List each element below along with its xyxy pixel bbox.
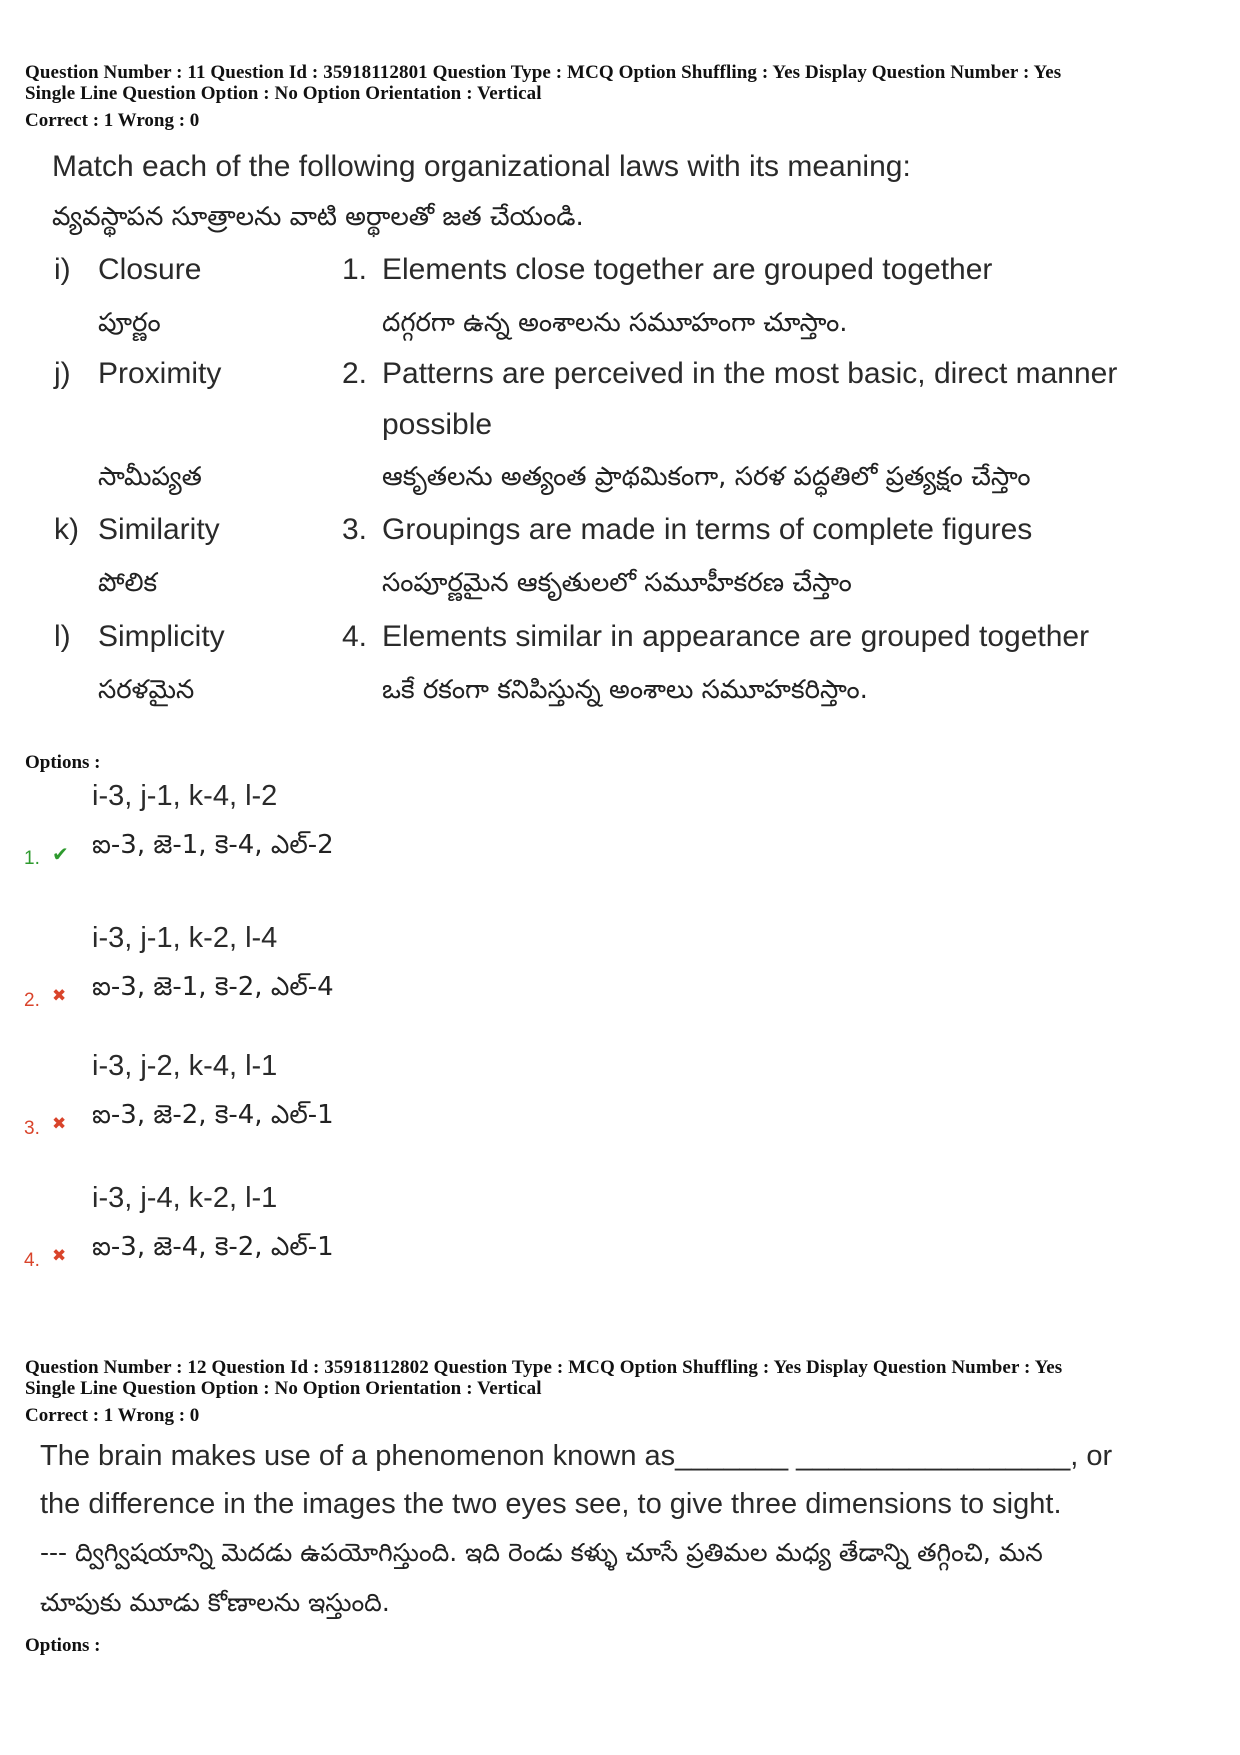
question-stem-en: The brain makes use of a phenomenon known as_______ _________________, or — [40, 1440, 1113, 1472]
question-meta-line: Question Number : 12 Question Id : 35918112802 Question Type : MCQ Option Shuffling : Yes Display Question Number : Yes — [25, 1357, 1063, 1378]
meaning-te: ఒకే రకంగా కనిపిస్తున్న అంశాలు సమూహకరిస్తాం. — [382, 675, 868, 705]
law-en: Simplicity — [98, 620, 225, 653]
option-number: 3. — [24, 1118, 40, 1139]
option-number: 2. — [24, 990, 40, 1011]
question-11-marks: Correct : 1 Wrong : 0 — [25, 110, 200, 131]
option-text-te: ఐ-3, జె-2, కె-4, ఎల్-1 — [92, 1100, 334, 1130]
option-3[interactable] — [0, 1050, 800, 1170]
cross-icon: ✖ — [52, 1246, 67, 1266]
law-te: పూర్ణం — [98, 308, 161, 338]
meaning-te: సంపూర్ణమైన ఆకృతులలో సమూహీకరణ చేస్తాం — [382, 568, 852, 598]
question-12-marks: Correct : 1 Wrong : 0 — [25, 1405, 200, 1426]
option-text-en: i-3, j-2, k-4, l-1 — [92, 1050, 278, 1082]
question-stem-te: చూపుకు మూడు కోణాలను ఇస్తుంది. — [40, 1588, 390, 1617]
meaning-te: దగ్గరగా ఉన్న అంశాలను సమూహంగా చూస్తాం. — [382, 308, 848, 338]
option-text-te: ఐ-3, జె-1, కె-2, ఎల్-4 — [92, 972, 334, 1002]
option-text-en: i-3, j-1, k-2, l-4 — [92, 922, 278, 954]
option-number: 1. — [24, 848, 40, 869]
match-key: j) — [54, 357, 71, 390]
option-4[interactable] — [0, 1182, 800, 1302]
law-te: పోలిక — [98, 568, 158, 598]
meaning-en: Patterns are perceived in the most basic, direct manner — [382, 357, 1118, 390]
option-1[interactable] — [0, 780, 800, 900]
options-label: Options : — [25, 1635, 101, 1656]
option-text-en: i-3, j-4, k-2, l-1 — [92, 1182, 278, 1214]
question-stem-te: --- ద్విగ్విషయాన్ని మెదడు ఉపయోగిస్తుంది. ఇది రెండు కళ్ళు చూసే ప్రతిమల మధ్య తేడాన్ని తగ్గించి, మన — [40, 1538, 1043, 1567]
options-label: Options : — [25, 752, 101, 773]
match-key: i) — [54, 253, 71, 286]
match-key: k) — [54, 513, 79, 546]
law-en: Proximity — [98, 357, 222, 390]
meaning-te: ఆకృతలను అత్యంత ప్రాథమికంగా, సరళ పద్ధతిలో ప్రత్యక్షం చేస్తాం — [382, 462, 1031, 492]
law-en: Closure — [98, 253, 202, 286]
law-te: సామీప్యత — [98, 462, 202, 492]
option-text-en: i-3, j-1, k-4, l-2 — [92, 780, 278, 812]
meaning-num: 2. — [342, 357, 368, 390]
question-stem-en: the difference in the images the two eyes see, to give three dimensions to sight. — [40, 1488, 1062, 1520]
option-number: 4. — [24, 1250, 40, 1271]
meaning-en: Groupings are made in terms of complete figures — [382, 513, 1033, 546]
option-2[interactable] — [0, 922, 800, 1042]
check-icon: ✔ — [52, 842, 69, 866]
law-te: సరళమైన — [98, 675, 195, 705]
meaning-num: 1. — [342, 253, 368, 286]
cross-icon: ✖ — [52, 986, 67, 1006]
question-meta-line: Single Line Question Option : No Option Orientation : Vertical — [25, 83, 542, 104]
meaning-en: Elements close together are grouped together — [382, 253, 993, 286]
question-11-meta — [25, 62, 1225, 104]
meaning-num: 3. — [342, 513, 368, 546]
cross-icon: ✖ — [52, 1114, 67, 1134]
meaning-en-cont: possible — [382, 408, 493, 441]
option-text-te: ఐ-3, జె-1, కె-4, ఎల్-2 — [92, 830, 334, 860]
option-text-te: ఐ-3, జె-4, కె-2, ఎల్-1 — [92, 1232, 334, 1262]
meaning-en: Elements similar in appearance are grouped together — [382, 620, 1090, 653]
question-meta-line: Question Number : 11 Question Id : 35918112801 Question Type : MCQ Option Shuffling : Yes Display Question Number : Yes — [25, 62, 1062, 83]
match-key: l) — [54, 620, 71, 653]
question-stem-te: వ్యవస్థాపన సూత్రాలను వాటి అర్థాలతో జత చేయండి. — [52, 202, 584, 232]
question-stem-en: Match each of the following organizational laws with its meaning: — [52, 150, 911, 183]
law-en: Similarity — [98, 513, 220, 546]
question-meta-line: Single Line Question Option : No Option Orientation : Vertical — [25, 1378, 542, 1399]
question-12-meta — [25, 1357, 1225, 1399]
meaning-num: 4. — [342, 620, 368, 653]
